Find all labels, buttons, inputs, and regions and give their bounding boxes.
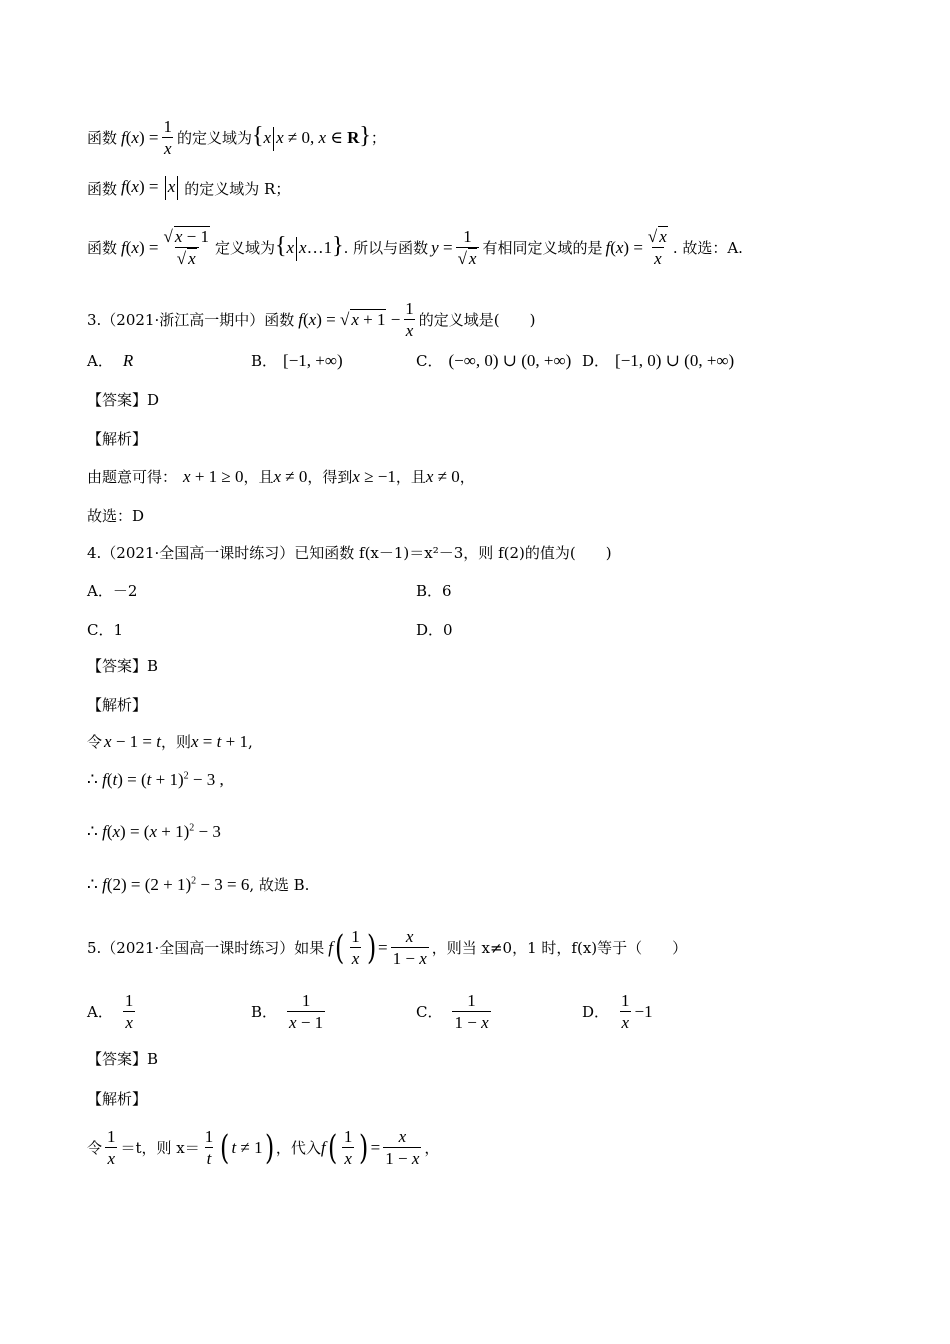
- text: ，且: [395, 468, 426, 486]
- formula: =: [370, 1137, 381, 1157]
- option-label: D．: [582, 352, 610, 370]
- option-value: [−1, 0) ∪ (0, +∞): [615, 350, 735, 370]
- text: 的定义域为: [176, 129, 252, 147]
- formula: x + 1 ≥ 0: [183, 466, 244, 486]
- fraction: $\frac{1}{x}$: [107, 1127, 116, 1168]
- text: 的定义域为 R；: [184, 179, 291, 198]
- option-label: C．: [416, 1003, 443, 1021]
- text: 有相同定义域的是: [482, 239, 603, 257]
- text: ,: [247, 732, 253, 751]
- q3-option-a: [87, 350, 133, 371]
- option-text: A．－2: [87, 582, 138, 600]
- q3-analysis: [87, 428, 147, 449]
- formula: f(x) = √ x + 1 −: [298, 309, 401, 329]
- q4-solution-3: [87, 822, 221, 842]
- formula: f: [328, 937, 333, 957]
- q4-option-a: [87, 580, 137, 601]
- q5-option-b: [251, 992, 328, 1031]
- option-value: R: [122, 350, 134, 370]
- text: 函数: [87, 179, 118, 198]
- formula: ∴ $f(t) = (t + 1)^2 - 3$ ,: [87, 770, 224, 789]
- q4-solution-2: [87, 770, 224, 790]
- option-label: A．: [87, 1003, 113, 1021]
- option-text: B．6: [416, 582, 452, 600]
- paren: ): [359, 1127, 369, 1168]
- q3-solution: [87, 466, 475, 487]
- q4-option-d: [416, 619, 453, 640]
- text: . 故选：A.: [672, 239, 743, 257]
- formula: x ≥ −1: [352, 466, 396, 486]
- q4-stem: [87, 542, 612, 563]
- option-value: $\frac{1}{1 - x}$: [454, 991, 489, 1032]
- q5-answer: [87, 1048, 158, 1069]
- text: ，则: [160, 733, 191, 751]
- set-formula: {x x ≠ 0, x ∈ R}: [252, 124, 371, 151]
- text: ＝t，则 x＝: [120, 1139, 200, 1157]
- text: . 所以与函数: [343, 239, 429, 257]
- text: ，且: [243, 468, 274, 486]
- answer-text: 【答案】B: [87, 657, 159, 675]
- analysis-heading: 【解析】: [87, 1090, 148, 1108]
- q4-analysis: [87, 694, 147, 715]
- analysis-heading: 【解析】: [87, 430, 148, 448]
- set-formula: {x x…1}: [275, 234, 344, 261]
- fraction: $\frac{√ x - 1}{√ x}$: [163, 227, 209, 268]
- option-value: $\frac{1}{x}$: [621, 991, 630, 1032]
- text: 函数: [87, 239, 118, 257]
- text: ；: [370, 129, 386, 147]
- line-domain-3: [87, 228, 743, 267]
- option-label: B．: [251, 352, 278, 370]
- text: , 故选 B.: [249, 876, 310, 894]
- formula: f(x) = x: [121, 176, 180, 200]
- formula: =: [378, 937, 388, 957]
- fraction: $\frac{x}{1 - x}$: [385, 1127, 420, 1168]
- formula: x ≠ 0: [425, 466, 460, 486]
- question-text: 5.（2021·全国高一课时练习）如果: [87, 939, 325, 957]
- analysis-heading: 【解析】: [87, 696, 148, 714]
- q3-option-d: [582, 350, 734, 371]
- formula: f(x) =: [121, 237, 159, 257]
- text: 函数: [87, 129, 118, 147]
- question-text: ，则当 x≠0，1 时，f(x)等于（ ）: [431, 939, 688, 957]
- q4-option-c: [87, 619, 123, 640]
- formula: f(x) =: [121, 127, 159, 147]
- fraction: $\frac{x}{1 - x}$: [392, 927, 427, 968]
- q4-answer: [87, 655, 158, 676]
- text: 令: [87, 1139, 103, 1157]
- q3-answer: [87, 389, 159, 410]
- option-text: C．1: [87, 621, 124, 639]
- q4-option-b: [416, 580, 452, 601]
- text: ，: [459, 468, 475, 486]
- option-label: A．: [87, 352, 113, 370]
- text: 故选：D: [87, 507, 145, 525]
- formula: f: [320, 1137, 326, 1157]
- fraction: $\frac{1}{t}$: [204, 1127, 214, 1168]
- formula: ∴ $f(x) = (x + 1)^2 - 3$: [87, 822, 221, 841]
- option-value: $\frac{1}{x}$: [124, 991, 134, 1032]
- paren: (: [327, 1127, 337, 1168]
- fraction: $\frac{1}{x}$: [163, 117, 172, 158]
- line-domain-1: [87, 118, 386, 157]
- q5-stem: [87, 928, 687, 967]
- option-value: (−∞, 0) ∪ (0, +∞): [448, 350, 572, 370]
- q4-solution-4: [87, 874, 309, 895]
- paren: (: [220, 1127, 230, 1168]
- text: 由题意可得：: [87, 468, 178, 486]
- line-domain-2: [87, 176, 290, 200]
- question-text: 的定义域是( ): [418, 311, 536, 329]
- question-text: 4.（2021·全国高一课时练习）已知函数 f(x－1)＝x²－3，则 f(2)的值为( ): [87, 544, 612, 562]
- paren: ): [366, 927, 377, 968]
- text: 定义域为: [214, 239, 275, 257]
- q3-option-c: [416, 350, 571, 371]
- fraction: $\frac{√ x}{x}$: [647, 227, 667, 268]
- formula: x − 1 = t: [104, 731, 161, 751]
- answer-text: 【答案】D: [87, 391, 160, 409]
- option-label: D．: [582, 1003, 610, 1021]
- q5-solution: [87, 1128, 439, 1167]
- q3-conclusion: [87, 505, 144, 526]
- formula: y =: [431, 237, 453, 257]
- fraction: $\frac{1}{x}$: [343, 1127, 353, 1168]
- formula: t ≠ 1: [231, 1137, 263, 1157]
- text: ，: [424, 1139, 440, 1157]
- fraction: $\frac{1}{√ x}$: [456, 228, 480, 267]
- text: ，代入: [275, 1139, 321, 1157]
- formula: ∴ $f(2) = (2 + 1)^2 - 3 = 6$: [87, 874, 250, 894]
- formula: f(x) =: [605, 237, 643, 257]
- q5-analysis: [87, 1088, 147, 1109]
- paren: (: [334, 927, 345, 968]
- option-label: C．: [416, 352, 443, 370]
- option-value: −1: [634, 1001, 653, 1021]
- q5-option-d: [582, 992, 653, 1031]
- text: 令: [87, 733, 103, 751]
- fraction: $\frac{1}{x}$: [351, 927, 360, 968]
- option-value: $\frac{1}{x - 1}$: [289, 991, 324, 1032]
- text: ，得到: [307, 468, 353, 486]
- answer-text: 【答案】B: [87, 1050, 159, 1068]
- option-label: B．: [251, 1003, 278, 1021]
- option-text: D．0: [416, 621, 453, 639]
- question-text: 3.（2021·浙江高一期中）函数: [87, 311, 295, 329]
- option-value: [−1, +∞): [283, 350, 343, 370]
- fraction: $\frac{1}{x}$: [405, 299, 414, 340]
- q4-solution-1: [87, 731, 253, 752]
- paren: ): [264, 1127, 274, 1168]
- formula: x ≠ 0: [273, 466, 308, 486]
- q3-option-b: [251, 350, 343, 371]
- q5-option-a: [87, 992, 138, 1031]
- formula: x = t + 1: [191, 731, 248, 751]
- q5-option-c: [416, 992, 494, 1031]
- q3-stem: [87, 300, 536, 339]
